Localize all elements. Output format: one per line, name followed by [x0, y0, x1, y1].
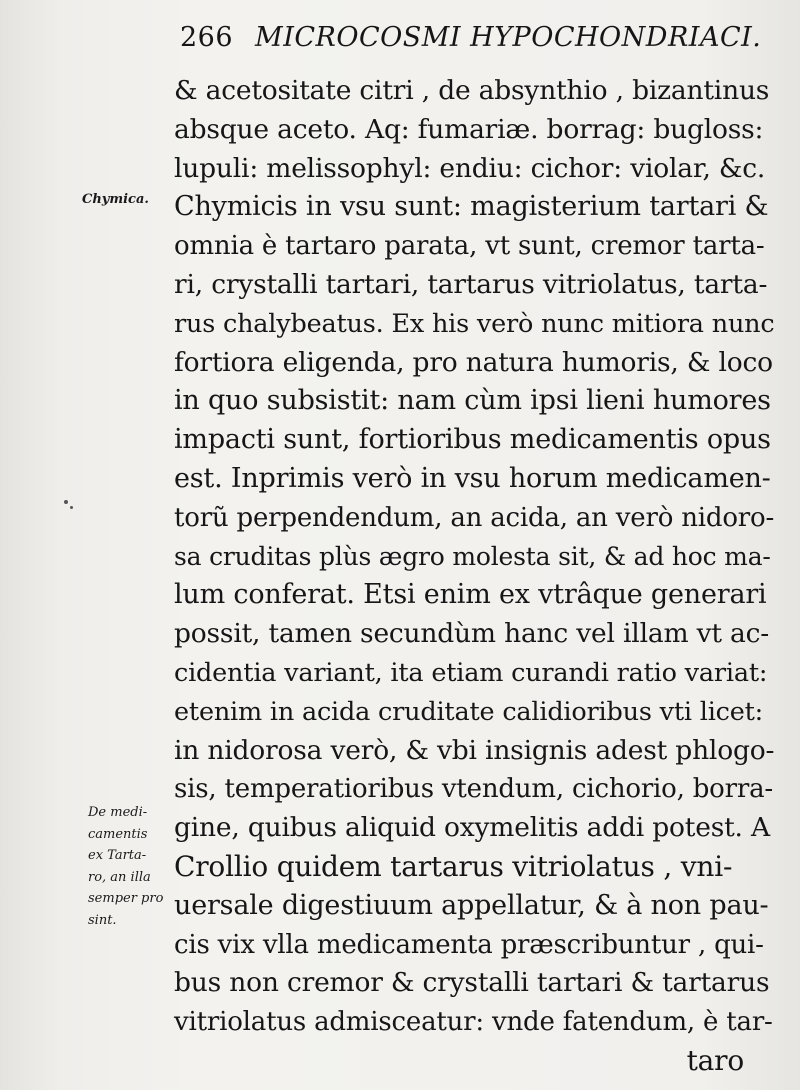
text-line: fortiora eligenda, pro natura humoris, & loco [174, 346, 773, 378]
running-title: MICROCOSMI HYPOCHONDRIACI. [255, 22, 762, 53]
text-line: cis vix vlla medicamenta præscribuntur , qui- [174, 929, 764, 960]
text-line: torũ perpendendum, an acida, an verò nidoro- [174, 502, 775, 533]
ink-speck [64, 500, 68, 504]
text-line: ri, crystalli tartari, tartarus vitriolatus, tarta- [174, 268, 768, 300]
text-line: & acetositate citri , de absynthio , bizantinus [174, 75, 770, 106]
text-line: gine, quibus aliquid oxymelitis addi potest. A [174, 812, 770, 844]
text-line: absque aceto. Aq: fumariæ. borrag: bugloss: [174, 113, 764, 145]
margin-note-line: semper pro [88, 891, 164, 906]
margin-note-line: De medi- [88, 805, 148, 820]
text-line: bus non cremor & crystalli tartari & tartarus [174, 967, 770, 999]
text-line: etenim in acida cruditate calidioribus vti licet: [174, 696, 764, 727]
text-line: in quo subsistit: nam cùm ipsi lieni humores [174, 385, 771, 417]
text-line: rus chalybeatus. Ex his verò nunc mitiora nunc [174, 308, 775, 339]
main-text-block [174, 72, 774, 1081]
text-line: uersale digestiuum appellatur, & à non pau- [174, 889, 769, 921]
text-line: lum conferat. Etsi enim ex vtrâque generari [174, 579, 767, 611]
margin-note-line: ro, an illa [88, 869, 151, 885]
margin-note-line: sint. [88, 912, 117, 928]
text-line: sis, temperatioribus vtendum, cichorio, borra- [174, 774, 773, 805]
text-line: sa cruditas plùs ægro molesta sit, & ad hoc ma- [174, 541, 771, 571]
text-line: in nidorosa verò, & vbi insignis adest phlogo- [174, 734, 775, 766]
margin-note-tartaro [88, 802, 178, 931]
text-line: est. Inprimis verò in vsu horum medicamen- [174, 462, 771, 494]
catchword: taro [686, 1043, 744, 1077]
page-number: 266 [180, 22, 234, 53]
text-line: impacti sunt, fortioribus medicamentis opus [174, 424, 771, 456]
text-line: lupuli: melissophyl: endiu: cichor: violar, &c. [174, 152, 766, 184]
text-line: cidentia variant, ita etiam curandi ratio variat: [174, 657, 768, 688]
text-line: omnia è tartaro parata, vt sunt, cremor tarta- [174, 231, 765, 262]
text-line: Chymicis in vsu sunt: magisterium tartari & [174, 191, 769, 223]
margin-note-line: camentis [88, 826, 148, 842]
margin-note-line: ex Tarta- [88, 848, 147, 863]
ink-speck [70, 506, 73, 509]
text-line: possit, tamen secundùm hanc vel illam vt ac- [174, 618, 770, 650]
running-header [180, 22, 770, 53]
text-line: vitriolatus admisceatur: vnde fatendum, è tar- [174, 1007, 773, 1038]
text-line: Crollio quidem tartarus vitriolatus , vni- [174, 849, 733, 883]
margin-note-chymica: Chymica. [82, 192, 149, 207]
